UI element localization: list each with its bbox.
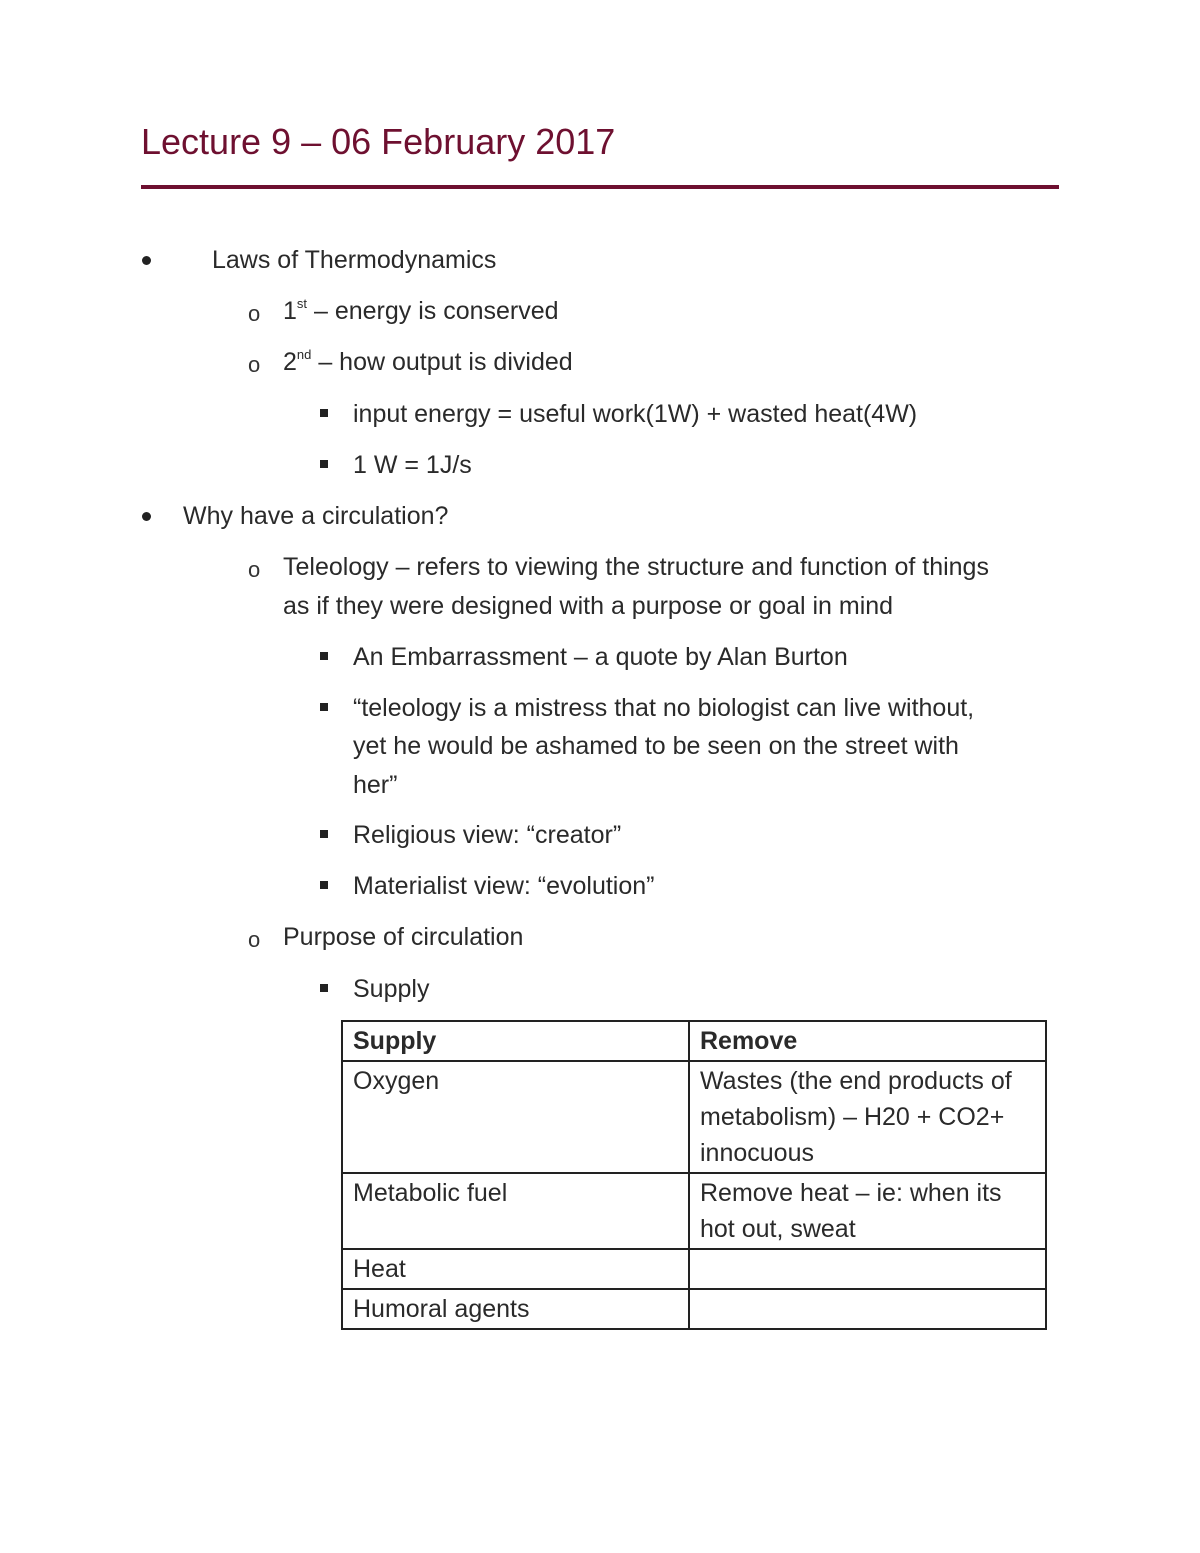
square-bullet-icon xyxy=(320,830,328,838)
title-divider xyxy=(141,185,1059,189)
supply-remove-table xyxy=(341,1020,1047,1330)
list-item-teleology-line1: Teleology – refers to viewing the structure and function of things xyxy=(283,553,989,581)
list-item-watt: 1 W = 1J/s xyxy=(353,451,472,479)
table-cell: Humoral agents xyxy=(342,1289,689,1329)
list-item-supply: Supply xyxy=(353,975,430,1003)
square-bullet-icon xyxy=(320,703,328,711)
table-row xyxy=(342,1061,1046,1173)
square-bullet-icon xyxy=(320,881,328,889)
list-item-embarrassment: An Embarrassment – a quote by Alan Burton xyxy=(353,643,848,671)
list-item-materialist: Materialist view: “evolution” xyxy=(353,872,655,900)
bullet-icon xyxy=(142,512,151,521)
table-cell: Wastes (the end products of metabolism) – H20 + CO2+ innocuous xyxy=(689,1061,1046,1173)
table-cell: Metabolic fuel xyxy=(342,1173,689,1249)
bullet-icon xyxy=(142,256,151,265)
square-bullet-icon xyxy=(320,984,328,992)
table-cell: Remove heat – ie: when its hot out, sweat xyxy=(689,1173,1046,1249)
circle-bullet-icon: o xyxy=(248,352,261,377)
list-item-teleology-line2: as if they were designed with a purpose or goal in mind xyxy=(283,592,894,620)
page-title: Lecture 9 – 06 February 2017 xyxy=(141,121,616,162)
list-item-quote-line3: her” xyxy=(353,771,398,799)
list-item-laws: Laws of Thermodynamics xyxy=(212,246,497,274)
table-cell xyxy=(689,1289,1046,1329)
circle-bullet-icon: o xyxy=(248,927,261,952)
list-item-quote-line1: “teleology is a mistress that no biologist can live without, xyxy=(353,694,975,722)
list-item-input-energy: input energy = useful work(1W) + wasted heat(4W) xyxy=(353,400,918,428)
table-header-row xyxy=(342,1021,1046,1061)
table-cell: Oxygen xyxy=(342,1061,689,1173)
list-item-quote-line2: yet he would be ashamed to be seen on the street with xyxy=(353,732,959,760)
table-cell: Heat xyxy=(342,1249,689,1289)
circle-bullet-icon: o xyxy=(248,557,261,582)
square-bullet-icon xyxy=(320,652,328,660)
list-item-why: Why have a circulation? xyxy=(183,502,449,530)
list-item-first-law: 1st – energy is conserved xyxy=(283,295,559,325)
table-cell xyxy=(689,1249,1046,1289)
table-header-supply: Supply xyxy=(342,1021,689,1061)
table-row xyxy=(342,1173,1046,1249)
table-header-remove: Remove xyxy=(689,1021,1046,1061)
list-item-religious: Religious view: “creator” xyxy=(353,821,622,849)
square-bullet-icon xyxy=(320,460,328,468)
table-row xyxy=(342,1249,1046,1289)
list-item-second-law: 2nd – how output is divided xyxy=(283,346,573,376)
circle-bullet-icon: o xyxy=(248,301,261,326)
list-item-purpose: Purpose of circulation xyxy=(283,923,524,951)
table-row xyxy=(342,1289,1046,1329)
square-bullet-icon xyxy=(320,409,328,417)
